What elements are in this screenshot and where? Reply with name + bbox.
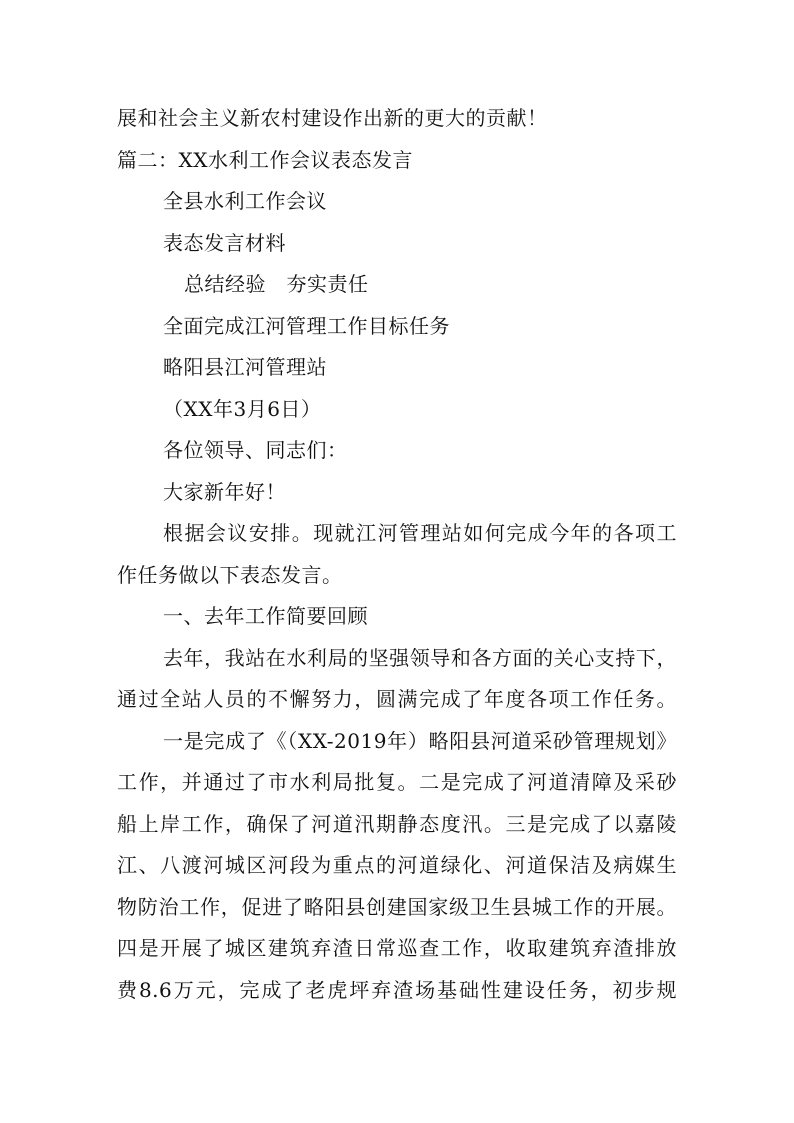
paragraph-line: 作任务做以下表态发言。 [117,563,343,587]
greeting-line: 大家新年好！ [163,480,286,504]
paragraph-line: 船上岸工作，确保了河道汛期静态度汛。三是完成了以嘉陵 [117,812,677,836]
paragraph-line: 展和社会主义新农村建设作出新的更大的贡献！ [117,106,548,130]
section-heading: 篇二：XX水利工作会议表态发言 [117,148,413,172]
organization-line: 略阳县江河管理站 [163,355,327,379]
paragraph-line: 费8.6万元，完成了老虎坪弃渣场基础性建设任务，初步规 [117,978,677,1002]
paragraph-line: 去年，我站在水利局的坚强领导和各方面的关心支持下， [163,646,677,670]
section-heading: 一、去年工作简要回顾 [163,604,368,628]
paragraph-line: 物防治工作，促进了略阳县创建国家级卫生县城工作的开展。 [117,895,677,919]
subtitle-line: 全面完成江河管理工作目标任务 [163,314,450,338]
paragraph-line: 工作，并通过了市水利局批复。二是完成了河道清障及采砂 [117,770,677,794]
paragraph-line: 江、八渡河城区河段为重点的河道绿化、河道保洁及病媒生 [117,853,677,877]
title-line: 表态发言材料 [163,231,286,255]
paragraph-line: 通过全站人员的不懈努力，圆满完成了年度各项工作任务。 [117,687,677,711]
date-line: （XX年3月6日） [163,397,322,421]
subtitle-line: 总结经验 夯实责任 [184,272,369,296]
title-line: 全县水利工作会议 [163,189,327,213]
paragraph-line: 根据会议安排。现就江河管理站如何完成今年的各项工 [163,521,677,545]
salutation-line: 各位领导、同志们： [163,438,348,462]
paragraph-line: 一是完成了《（XX-2019年）略阳县河道采砂管理规划》 [163,729,677,753]
paragraph-line: 四是开展了城区建筑弃渣日常巡查工作，收取建筑弃渣排放 [117,936,677,960]
